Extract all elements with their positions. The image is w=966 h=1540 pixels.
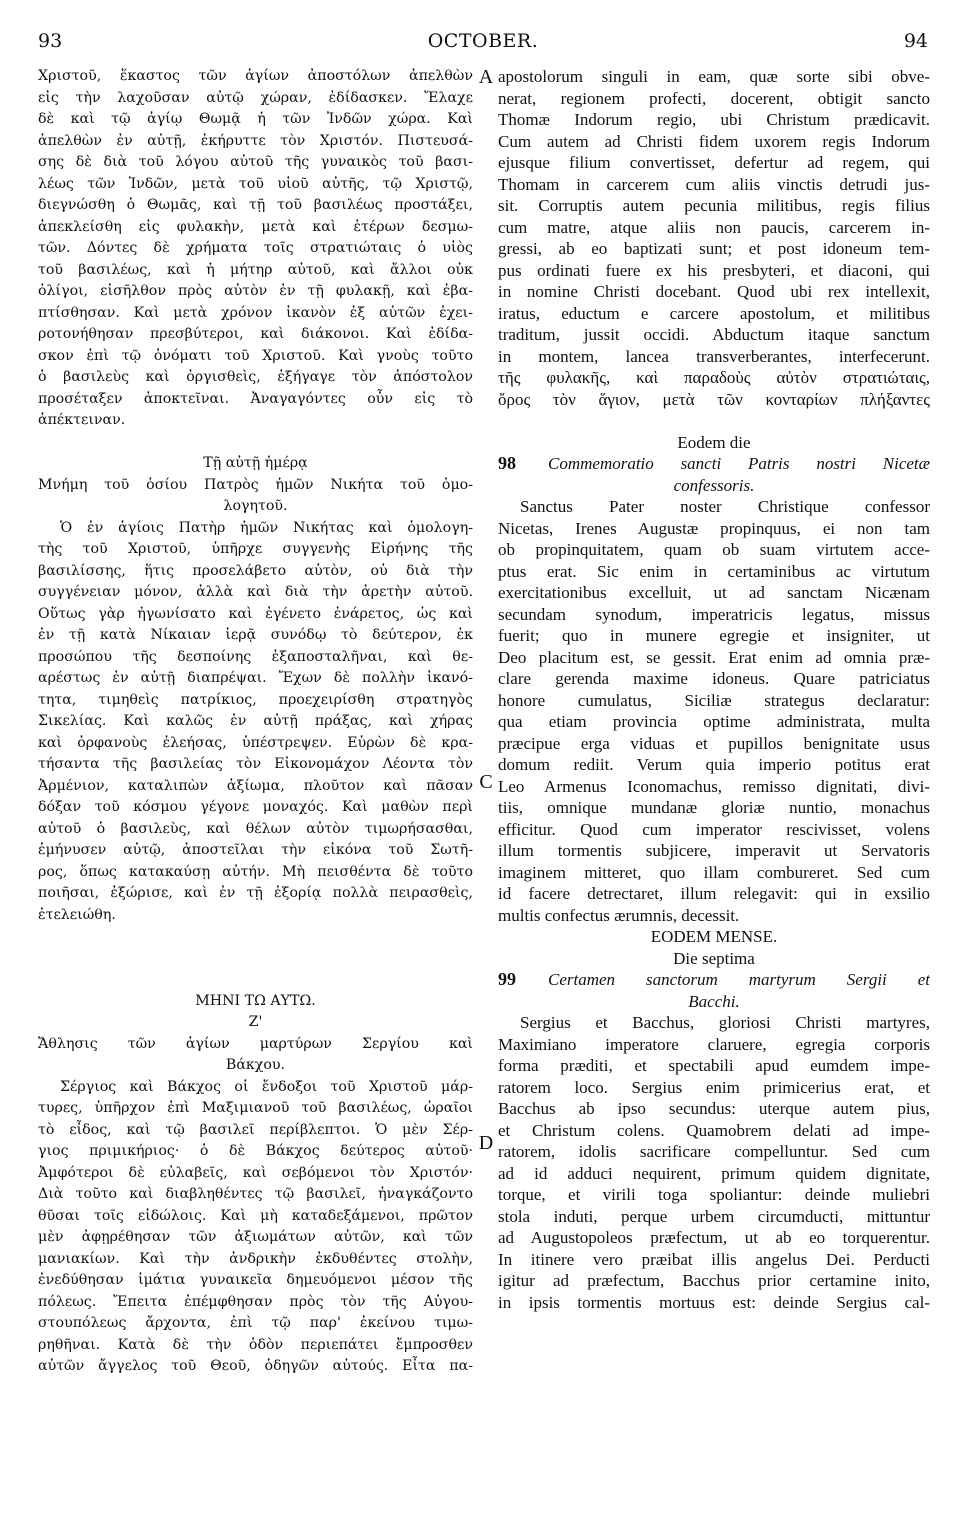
margin-letter-d: D [478, 1132, 494, 1154]
text-line: Διὰ τοῦτο καὶ διαβληθέντες τῷ βασιλεῖ, ἠναγκάζοντο [38, 1186, 473, 1202]
text-line: tiis, omnique mundanæ gloriæ nuntio, monachus [498, 798, 930, 817]
text-line: προσώπου τῆς δεσποίνης ἐξαποσταλῆναι, καὶ θε- [38, 648, 473, 665]
latin-entry-99 [498, 969, 930, 991]
entry-number-98: 98 [498, 453, 516, 473]
text-line: ροτονήθησαν πρεσβύτεροι, καὶ διάκονοι. Καὶ ἐδίδα- [38, 326, 473, 342]
text-line: sit. Corruptis autem pecunia militibus, regis filius [498, 196, 930, 215]
latin-title-nicetas-cont: confessoris. [673, 475, 755, 495]
text-line: συγγένειαν μόνον, ἀλλὰ καὶ διὰ τὴν ἀρετὴν αὐτοῦ. [38, 584, 473, 600]
text-line: αὐτῶν ἄγγελος τοῦ Θεοῦ, ὁδηγῶν αὐτούς. Εἶτα πα- [38, 1358, 473, 1374]
text-line: τυρες, ὑπῆρχον ἐπὶ Μαξιμιανοῦ τοῦ βασιλέως, ὡραῖοι [38, 1100, 473, 1116]
text-line: Χριστοῦ, ἕκαστος τῶν ἁγίων ἀποστόλων ἀπελθὼν [38, 68, 473, 84]
greek-heading-same-month: ΜΗΝΙ ΤΩ ΑΥΤΩ. [195, 992, 316, 1009]
page-number-right: 94 [903, 30, 928, 52]
text-line: illum tormentis subjicere, imperavit ut Servatoris [498, 841, 930, 860]
text-line: βασιλίσσης, ἥτις προσελάβετο αὐτὸν, οὐ διὰ τὴν [38, 562, 473, 579]
text-line: pus ordinati fuere ex his presbyteri, et diaconi, qui [498, 260, 930, 280]
text-line: ob propinquitatem, quam ob suam virtutem acce- [498, 540, 930, 559]
text-line: ratorem loco. Sergius enim primicerius erat, et [498, 1077, 930, 1097]
greek-title-nicetas-cont: λογητοῦ. [223, 498, 288, 514]
text-line: ratorem, idolis sacrificare compelluntur. Sed cum [498, 1142, 930, 1161]
text-line: clare gerenda maxime idoneus. Quare patriciatus [498, 669, 930, 688]
text-line: Deo placitum est, se gessit. Erat enim ad omnia præ- [498, 647, 930, 667]
text-line: forma præditi, et spectabili apud eumdem impe- [498, 1056, 930, 1075]
text-line: Thomam in carcerem cum aliis vinctis detrudi jus- [498, 174, 930, 194]
text-line: traditum, jussit occidi. Abductum itaque sanctum [498, 325, 930, 344]
text-line: ὁ βασιλεὺς καὶ ὀργισθεὶς, ἐξήγαγε τὸν ἀπόστολον [38, 369, 473, 385]
text-line: Ἀρμένιον, καταλιπὼν ἀξίωμα, πλοῦτον καὶ πᾶσαν [38, 777, 473, 794]
text-line: πτίσθησαν. Καὶ μετὰ χρόνον ἱκανὸν ἐξ αὐτῶν ἐχει- [38, 304, 473, 321]
text-line: προσέταξεν ἀποκτεῖναι. Ἀναγαγόντες οὖν εἰς τὸ [38, 390, 473, 407]
text-line: in montem, lancea transverberantes, interfecerunt. [498, 346, 930, 366]
text-line: αὐτοῦ ὁ βασιλεὺς, καὶ θέλων αὐτὸν τιμωρήσασθαι, [38, 820, 473, 837]
text-line: μὲν ἀφῃρέθησαν τῶν ἀξιωμάτων αὐτῶν, καὶ τῶν [38, 1229, 473, 1245]
greek-line: ἐτελειώθη. [38, 906, 116, 923]
text-line: αρέστως ἐν αὐτῇ διαπρέψαι. Ἔχων δὲ πολλὴν ἱκανό- [38, 670, 473, 686]
latin-paragraph-thomas [498, 66, 930, 410]
text-line: nerat, regionem profecti, docerent, obtigit sancto [498, 88, 930, 108]
text-line: ἐν τῇ κατὰ Νίκαιαν ἱερᾷ συνόδῳ τὸ δεύτερον, ἐκ [38, 627, 473, 643]
text-line: Σέργιος καὶ Βάκχος οἱ ἔνδοξοι τοῦ Χριστοῦ μάρ- [60, 1078, 473, 1095]
text-line: Thomæ Indorum regio, ubi Christum prædicavit. [498, 110, 930, 129]
latin-line: multis confectus ærumnis, decessit. [498, 905, 740, 925]
latin-heading-same-day: Eodem die [677, 432, 751, 452]
text-line: in ipsis tormentis mortuus est: deinde Sergius cal- [498, 1292, 930, 1312]
text-line: ὀλίγοι, εἰσῆλθον πρὸς αὐτὸν ἐν τῇ φυλακῇ, καὶ ἐβα- [38, 283, 473, 299]
text-line: Ὁ ἐν ἁγίοις Πατὴρ ἡμῶν Νικήτας καὶ ὁμολογη- [60, 519, 473, 536]
text-line: præcipue erga viduas et pupillos benignitate usus [498, 733, 930, 753]
text-line: Cum autem ad Christi fidem uxorem regis Indorum [498, 131, 930, 151]
text-line: gressi, ab eo baptizati sunt; et post idoneum tem- [498, 239, 930, 258]
text-line: et Christum colens. Quamobrem delati ad impe- [498, 1120, 930, 1140]
text-line: ptus erat. Sic enim in certaminibus ac virtutum [498, 561, 930, 581]
latin-entry-98 [498, 453, 930, 475]
text-line: καὶ ὀρφανοὺς ἐλεήσας, ὑπέστρεψεν. Εὑρὼν δὲ κρα- [38, 734, 473, 751]
text-line: σης δὲ διὰ τοῦ λόγου αὐτοῦ τῆς γυναικὸς τοῦ βασι- [38, 154, 473, 170]
text-line: πόλεως. Ἔπειτα ἐπέμφθησαν πρὸς τὸν τῆς Αὐγου- [38, 1293, 473, 1310]
text-line: id facere detrectaret, illum relegavit: qui in exsilio [498, 884, 930, 903]
text-line: In itinere vero præibat illis angelus Dei. Perducti [498, 1249, 930, 1269]
text-line: λέως τῶν Ἰνδῶν, μετὰ τοῦ υἱοῦ αὐτῆς, τῷ Χριστῷ, [38, 175, 473, 192]
text-line: honore cumulatus, Siciliæ strategus declaratur: [498, 690, 930, 710]
text-line: τήσαντα τῆς βασιλείας τὸν Εἰκονομάχον Λέοντα τὸν [38, 756, 473, 772]
text-line: ejusque filium convertisset, defertur ad regem, qui [498, 153, 930, 172]
running-header [38, 30, 928, 58]
latin-paragraph-nicetas [498, 496, 930, 905]
text-line: Οὕτως γὰρ ἠγωνίσατο καὶ ἐγένετο ἐνάρετος, ὡς καὶ [38, 605, 473, 622]
margin-letter-c: C [479, 771, 493, 793]
greek-title-nicetas: Μνήμη τοῦ ὁσίου Πατρὸς ἡμῶν Νικήτα τοῦ ὁμο- [38, 476, 473, 493]
text-line: efficitur. Quod cum imperator rescivisset, volens [498, 819, 930, 839]
latin-heading-day-seven: Die septima [673, 948, 755, 968]
text-line: Sanctus Pater noster Christique confessor [520, 497, 930, 516]
text-line: τοῦ βασιλέως, καὶ ἡ μήτηρ αὐτοῦ, καὶ ἄλλοι οὐκ [38, 261, 473, 278]
text-line: cum matre, atque aliis non paucis, carcerem in- [498, 217, 930, 237]
text-line: ad id adduci nequirent, primum quidem dignitate, [498, 1163, 930, 1183]
greek-line: ἀπέκτειναν. [38, 412, 126, 428]
text-line: Sergius et Bacchus, gloriosi Christi martyres, [520, 1013, 930, 1032]
text-line: τὸ εἶδος, καὶ τῷ βασιλεῖ περίβλεπτοι. Ὁ μὲν Σέρ- [38, 1121, 473, 1138]
text-line: Maximiano imperatore claruere, egregia corporis [498, 1034, 930, 1054]
text-line: στουπόλεως ἄρχοντα, ἐπὶ τῷ παρ' ἐκείνου τιμω- [38, 1315, 473, 1331]
entry-number-99: 99 [498, 969, 516, 989]
text-line: τητα, τιμηθεὶς πατρίκιος, προεχειρίσθη στρατηγὸς [38, 691, 473, 708]
text-line: imaginem mitteret, quo illam combureret. Sed cum [498, 862, 930, 882]
text-line: exercitationibus excelluit, ut ad sanctam Nicænam [498, 583, 930, 602]
greek-title-sergius-cont: Βάκχου. [225, 1057, 286, 1073]
text-line: ἐμήνυσεν αὐτῷ, ἀποστεῖλαι τὴν εἰκόνα τοῦ Σωτῆ- [38, 842, 473, 858]
text-line: τῶν. Δόντες δὲ χρήματα τοῖς στρατιώταις ὁ υἱὸς [38, 240, 473, 256]
latin-title-sergius: Certamen sanctorum martyrum Sergii et [548, 970, 930, 989]
text-line: τῆς φυλακῆς, καὶ παραδοὺς αὐτὸν στρατιώταις, [498, 368, 930, 387]
text-line: σκον ἐπὶ τῷ ὀνόματι τοῦ Χριστοῦ. Καὶ γνοὺς τοῦτο [38, 347, 473, 364]
text-line: ἀπεκλείσθη εἰς φυλακὴν, μετὰ καὶ ἑτέρων δεσμω- [38, 218, 473, 235]
text-line: ποιῆσαι, ἐξώρισε, καὶ ἐν τῇ ἐξορίᾳ πολλὰ πειρασθεὶς, [38, 885, 473, 901]
text-line: ἐνεδύθησαν ἱμάτια γυναικεῖα δημευόμενοι μέσον τῆς [38, 1272, 473, 1288]
text-line: Nicetas, Irenes Augustæ propinquus, ei non tam [498, 518, 930, 538]
page-number-left: 93 [38, 30, 63, 52]
text-line: ὄρος τὸν ἅγιον, μετὰ τῶν κονταρίων πλήξαντες [498, 389, 930, 409]
running-title: OCTOBER. [427, 30, 539, 52]
text-line: Bacchus ab ipso secundus: uterque autem pius, [498, 1099, 930, 1118]
text-line: qua etiam provincia optime administrata, multa [498, 712, 930, 731]
greek-heading-same-day: Τῇ αὐτῇ ἡμέρᾳ [203, 455, 308, 471]
text-line: igitur ad præfectum, Bacchus prior certamine inito, [498, 1271, 930, 1290]
text-line: secundam synodum, imperatricis legatus, missus [498, 604, 930, 624]
text-line: δὲ καὶ τῷ ἁγίῳ Θωμᾷ ἡ τῶν Ἰνδῶν χώρα. Καὶ [38, 111, 473, 127]
text-line: torque, et virili toga spoliantur: deinde muliebri [498, 1185, 930, 1204]
text-line: τὴς τοῦ Χριστοῦ, ὑπῆρχε συγγενὴς Εἰρήνης τῆς [38, 541, 473, 557]
text-line: ἀπελθὼν ἐν αὐτῇ, ἐκήρυττε τὸν Χριστόν. Πιστευσά- [38, 132, 473, 149]
greek-heading-day-seven: Ζ' [248, 1014, 263, 1030]
greek-column [38, 66, 473, 1378]
text-line: διεγνώσθη ὁ Θωμᾶς, καὶ τῇ τοῦ βασιλέως προστάξει, [38, 197, 473, 213]
text-line: ρηθῆναι. Κατὰ δὲ τὴν ὁδὸν περιεπάτει ἔμπροσθεν [38, 1336, 473, 1353]
greek-paragraph-thomas [38, 66, 473, 410]
text-line: γιος πριμικήριος· ὁ δὲ Βάκχος δεύτερος αὐτοῦ· [38, 1143, 473, 1159]
latin-title-nicetas: Commemoratio sancti Patris nostri Nicetæ [548, 454, 930, 473]
text-line: fuerit; quo in munere egregie et insigniter, ut [498, 626, 930, 645]
greek-paragraph-nicetas [38, 518, 473, 905]
text-line: Leo Armenus Iconomachus, remisso dignitati, divi- [498, 776, 930, 796]
margin-letter-a: A [478, 66, 494, 88]
latin-column [498, 66, 930, 1313]
text-line: domum rediit. Verum quia imperio potitus erat [498, 755, 930, 774]
text-line: iratus, eductum e carcere apostolum, et militibus [498, 303, 930, 323]
text-line: Ἀμφότεροι δὲ εὐλαβεῖς, καὶ σεβόμενοι τὸν Χριστόν· [38, 1164, 473, 1181]
text-line: ad Augustopoleos præfectum, ut ab eo torquerentur. [498, 1228, 930, 1247]
text-line: εἰς τὴν λαχοῦσαν αὐτῷ χώραν, ἐδίδασκεν. Ἔλαχε [38, 89, 473, 106]
greek-paragraph-sergius [38, 1077, 473, 1378]
text-line: stola induti, perque urbem circumducti, mittuntur [498, 1206, 930, 1226]
text-line: δόξαν τοῦ κόσμου γέγονε μοναχός. Καὶ μαθὼν περὶ [38, 799, 473, 815]
latin-heading-same-month: EODEM MENSE. [650, 927, 778, 946]
text-line: ρος, ὅπως κατακαύσῃ αὐτήν. Μὴ πεισθέντα δὲ τοῦτο [38, 863, 473, 880]
text-line: apostolorum singuli in eam, quæ sorte sibi obve- [498, 67, 930, 86]
text-line: μανιακίων. Καὶ τὴν ἀνδρικὴν ἐκδυθέντες στολὴν, [38, 1250, 473, 1267]
text-line: in nomine Christi docebant. Quod ubi rex intellexit, [498, 282, 930, 301]
text-line: Σικελίας. Καὶ καλῶς ἐν αὐτῇ πράξας, καὶ χήρας [38, 713, 473, 729]
latin-paragraph-sergius [498, 1012, 930, 1313]
latin-title-sergius-cont: Bacchi. [688, 991, 740, 1011]
greek-title-sergius: Ἄθλησις τῶν ἁγίων μαρτύρων Σεργίου καὶ [38, 1035, 473, 1052]
text-line: θῦσαι τοῖς εἰδώλοις. Καὶ μὴ καταδεξάμενοι, πρῶτον [38, 1207, 473, 1224]
